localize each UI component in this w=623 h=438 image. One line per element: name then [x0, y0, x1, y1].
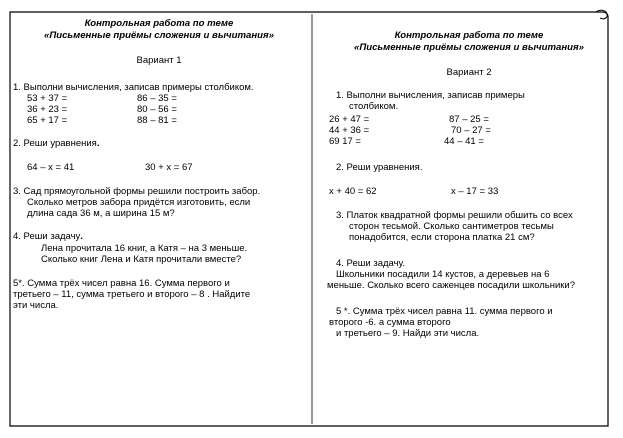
- v2-task1-heading: столбиком.: [349, 101, 399, 112]
- v2-variant-label: Вариант 2: [446, 67, 492, 78]
- v1-title-line1: Контрольная работа по теме: [84, 18, 234, 29]
- v2-task1-example: 44 – 41 =: [444, 136, 484, 147]
- v1-title-line2: «Письменные приёмы сложения и вычитания»: [44, 30, 274, 41]
- v1-task1-example: 36 + 23 =: [27, 104, 68, 115]
- v2-task5-line: и третьего – 9. Найди эти числа.: [336, 328, 480, 339]
- v2-task3-line: понадобится, если сторона платка 21 см?: [349, 232, 535, 243]
- v1-task5-line: эти числа.: [13, 300, 59, 311]
- v1-task2-text: 2. Реши уравнения: [13, 138, 97, 149]
- v1-task1-example: 88 – 81 =: [137, 115, 177, 126]
- v1-task3-line: Сколько метров забора придётся изготовить, если: [27, 197, 251, 208]
- v2-task2-heading: 2. Реши уравнения.: [336, 162, 423, 173]
- v1-variant-label: Вариант 1: [136, 55, 182, 66]
- v2-task1-example: 87 – 25 =: [449, 114, 489, 125]
- v2-equation: х + 40 = 62: [329, 186, 377, 197]
- v2-task4-line: Школьники посадили 14 кустов, а деревьев на 6: [336, 269, 550, 280]
- v2-title-line1: Контрольная работа по теме: [394, 30, 544, 41]
- v1-task1-example: 53 + 37 =: [27, 93, 68, 104]
- v1-task5-line: третьего – 11, сумма третьего и второго – 8 . Найдите: [13, 289, 251, 300]
- v1-task5-line: 5*. Сумма трёх чисел равна 16. Сумма первого и: [13, 278, 230, 289]
- v1-equation: 64 – х = 41: [27, 162, 75, 173]
- v2-task1-example: 26 + 47 =: [329, 114, 370, 125]
- v2-task4-line: меньше. Сколько всего саженцев посадили школьники?: [327, 280, 575, 291]
- v1-task1-example: 86 – 35 =: [137, 93, 177, 104]
- v1-task2-dot: .: [96, 138, 100, 149]
- v2-task1-heading: 1. Выполни вычисления, записав примеры: [336, 90, 525, 101]
- v2-task3-line: 3. Платок квадратной формы решили обшить со всех: [336, 210, 573, 221]
- v1-task4-line: Сколько книг Лена и Катя прочитали вместе?: [41, 254, 242, 265]
- v2-task1-example: 69 17 =: [329, 136, 361, 147]
- v2-task4-heading: 4. Реши задачу.: [336, 258, 405, 269]
- v2-task3-line: сторон тесьмой. Сколько сантиметров тесьмы: [349, 221, 554, 232]
- v1-task1-example: 65 + 17 =: [27, 115, 68, 126]
- v1-task3-line: длина сада 36 м, а ширина 15 м?: [27, 208, 175, 219]
- v2-task1-example: 44 + 36 =: [329, 125, 370, 136]
- v1-task4-line: Лена прочитала 16 книг, а Катя – на 3 меньше.: [41, 243, 248, 254]
- v1-task3-line: 3. Сад прямоугольной формы решили построить забор.: [13, 186, 261, 197]
- v1-task4-text: 4. Реши задачу: [13, 231, 81, 242]
- worksheet-frame: [8, 8, 611, 429]
- v2-task1-example: 70 – 27 =: [451, 125, 491, 136]
- v1-task1-example: 80 – 56 =: [137, 104, 177, 115]
- v2-title-line2: «Письменные приёмы сложения и вычитания»: [354, 42, 584, 53]
- v1-task4-heading: [13, 231, 83, 243]
- v1-task1-heading: 1. Выполни вычисления, записав примеры столбиком.: [13, 82, 254, 93]
- v1-task4-dot: .: [80, 231, 83, 242]
- v2-equation: х – 17 = 33: [451, 186, 499, 197]
- v2-task5-line: 5 *. Сумма трёх чисел равна 11. сумма первого и: [336, 306, 553, 317]
- v1-task2-heading: [13, 138, 99, 150]
- v1-equation: 30 + х = 67: [145, 162, 193, 173]
- v2-task5-line: второго -6. а сумма второго: [329, 317, 451, 328]
